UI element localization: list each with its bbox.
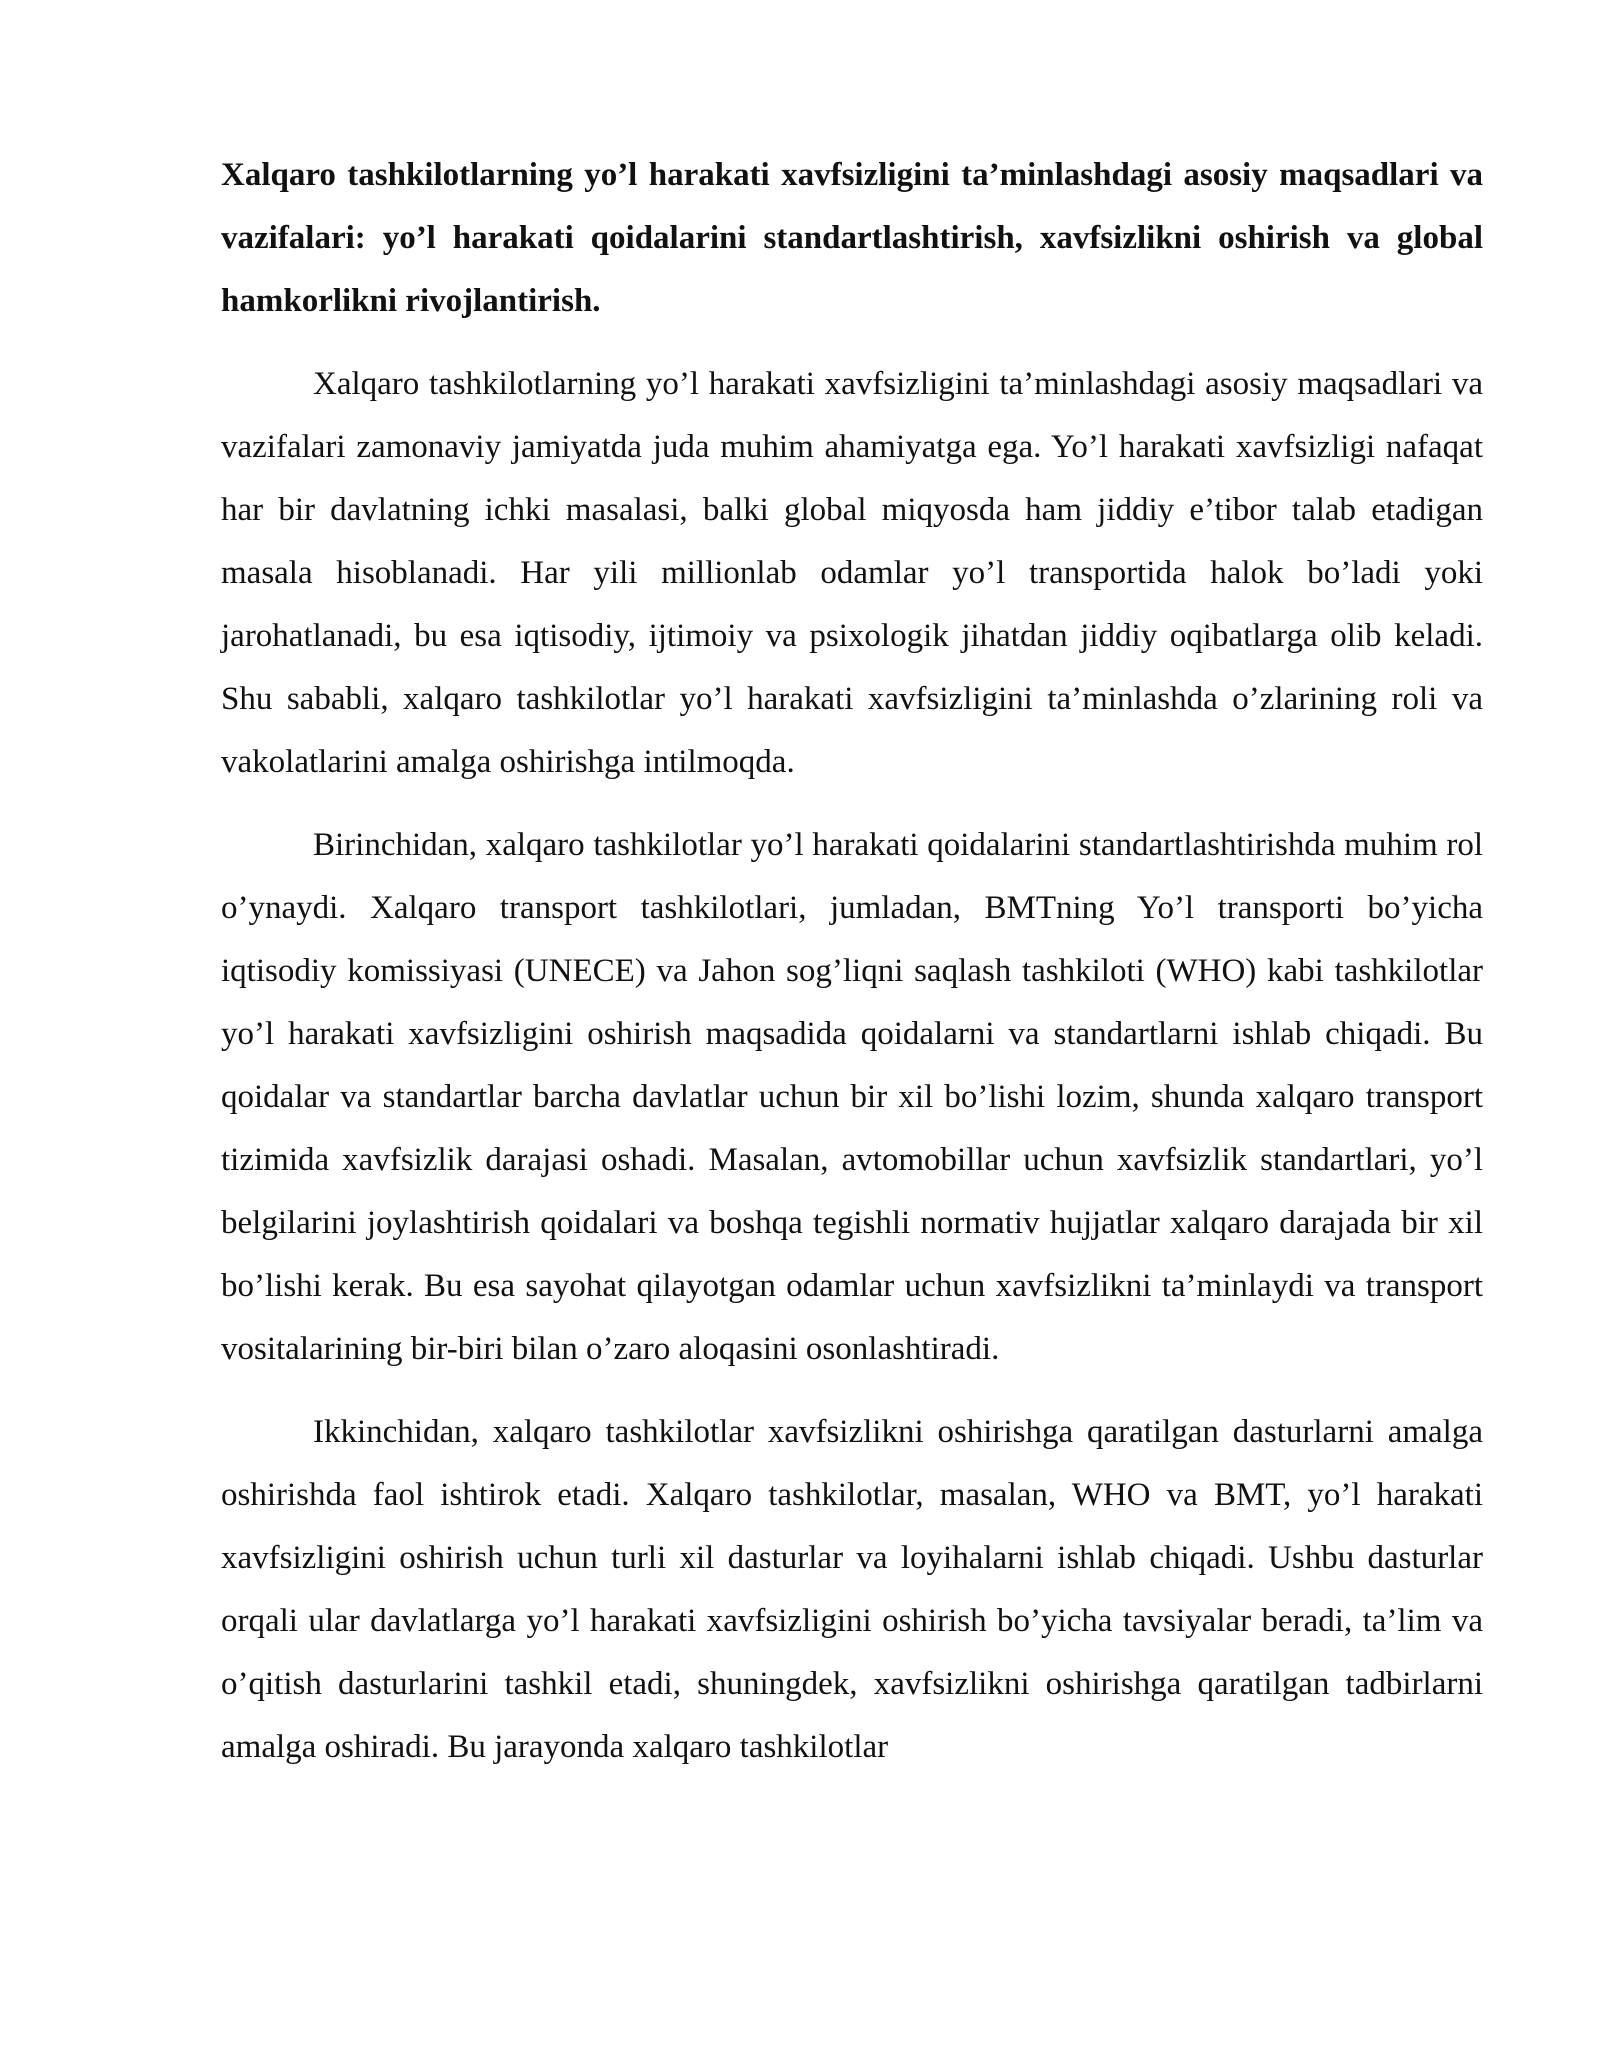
paragraph-intro: Xalqaro tashkilotlarning yo’l harakati xavfsizligini ta’minlashdagi asosiy maqsadlari va vazifalari zamonaviy jamiyatda juda muhim ahamiyatga ega. Yo’l harakati xavfsizligi nafaqat har bir davlatning ichki masalasi, balki global miqyosda ham jiddiy e’tibor talab etadigan masala hisoblanadi. Har yili millionlab odamlar yo’l transportida halok bo’ladi yoki jarohatlanadi, bu esa iqtisodiy, ijtimoiy va psixologik jihatdan jiddiy oqibatlarga olib keladi. Shu sababli, xalqaro tashkilotlar yo’l harakati xavfsizligini ta’minlashda o’zlarining roli va vakolatlarini amalga oshirishga intilmoqda. bbox=[221, 366, 1483, 780]
document-heading: Xalqaro tashkilotlarning yo’l harakati xavfsizligini ta’minlashdagi asosiy maqsadlari va vazifalari: yo’l harakati qoidalarini standartlashtirish, xavfsizlikni oshirish va global hamkorlikni rivojlantirish. bbox=[221, 157, 1483, 319]
paragraph-second-point: Ikkinchidan, xalqaro tashkilotlar xavfsizlikni oshirishga qaratilgan dasturlarni amalga oshirishda faol ishtirok etadi. Xalqaro tashkilotlar, masalan, WHO va BMT, yo’l harakati xavfsizligini oshirish uchun turli xil dasturlar va loyihalarni ishlab chiqadi. Ushbu dasturlar orqali ular davlatlarga yo’l harakati xavfsizligini oshirish bo’yicha tavsiyalar beradi, ta’lim va o’qitish dasturlarini tashkil etadi, shuningdek, xavfsizlikni oshirishga qaratilgan tadbirlarni amalga oshiradi. Bu jarayonda xalqaro tashkilotlar bbox=[221, 1414, 1483, 1765]
paragraph-first-point: Birinchidan, xalqaro tashkilotlar yo’l harakati qoidalarini standartlashtirishda muhim rol o’ynaydi. Xalqaro transport tashkilotlari, jumladan, BMTning Yo’l transporti bo’yicha iqtisodiy komissiyasi (UNECE) va Jahon sog’liqni saqlash tashkiloti (WHO) kabi tashkilotlar yo’l harakati xavfsizligini oshirish maqsadida qoidalarni va standartlarni ishlab chiqadi. Bu qoidalar va standartlar barcha davlatlar uchun bir xil bo’lishi lozim, shunda xalqaro transport tizimida xavfsizlik darajasi oshadi. Masalan, avtomobillar uchun xavfsizlik standartlari, yo’l belgilarini joylashtirish qoidalari va boshqa tegishli normativ hujjatlar xalqaro darajada bir xil bo’lishi kerak. Bu esa sayohat qilayotgan odamlar uchun xavfsizlikni ta’minlaydi va transport vositalarining bir-biri bilan o’zaro aloqasini osonlashtiradi. bbox=[221, 827, 1483, 1367]
document-page bbox=[221, 144, 1483, 1799]
